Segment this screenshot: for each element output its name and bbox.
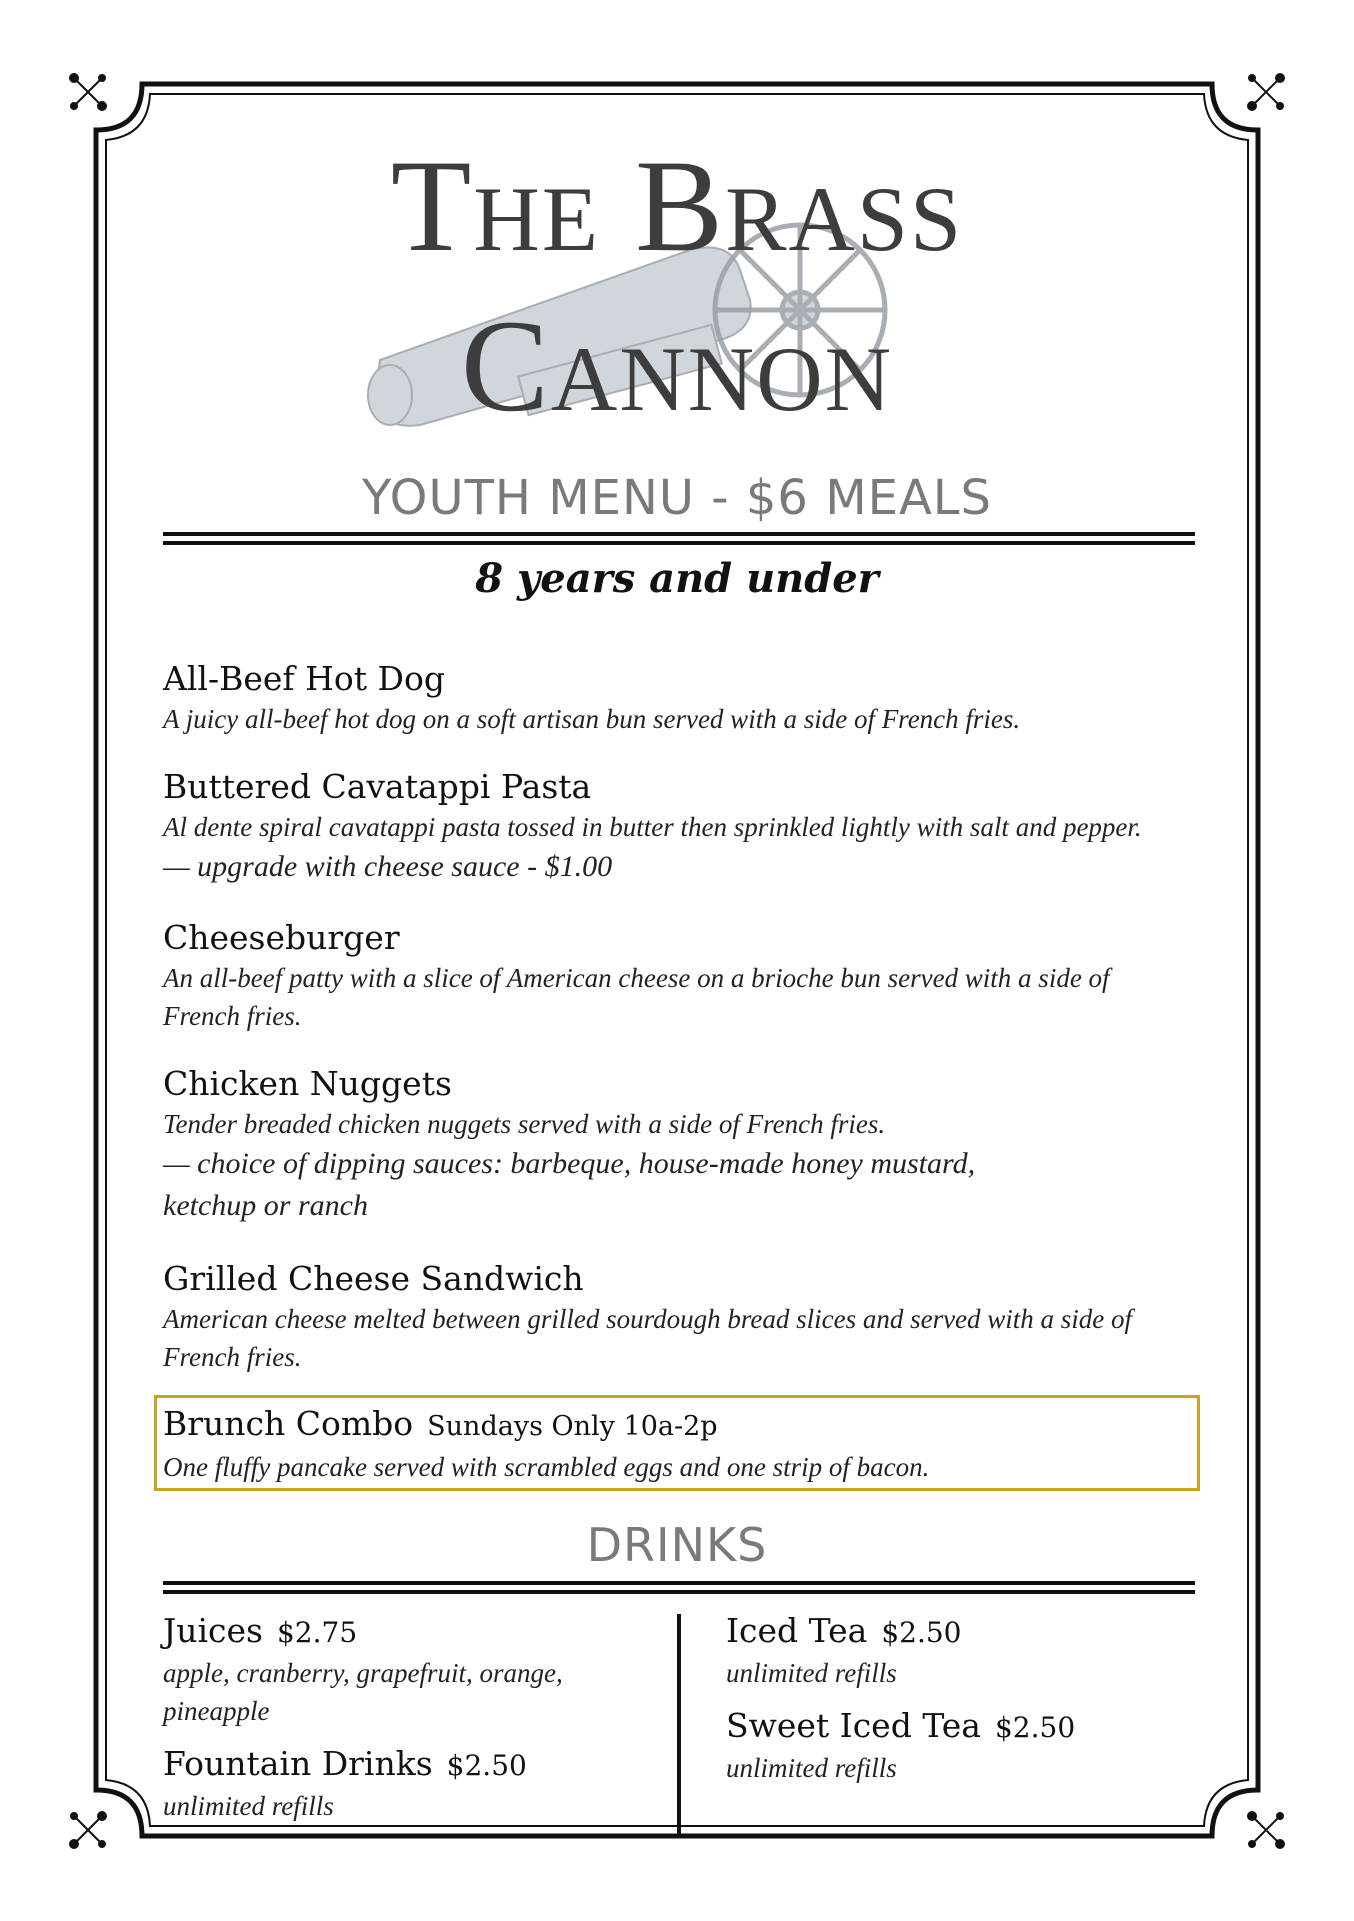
item-description: One fluffy pancake served with scrambled eggs and one strip of bacon. <box>163 1452 930 1482</box>
item-description: A juicy all-beef hot dog on a soft artisan bun served with a side of French fries. <box>163 704 1021 734</box>
restaurant-title-line2: Cannon <box>460 292 894 439</box>
age-note: 8 years and under <box>475 555 879 602</box>
drink-price: $2.50 <box>994 1711 1076 1744</box>
drink-price: $2.50 <box>446 1749 527 1782</box>
section-divider <box>163 532 1195 536</box>
item-name: Chicken Nuggets <box>163 1064 452 1103</box>
drink-description: unlimited refills <box>163 1791 334 1821</box>
drink-price: $2.75 <box>276 1616 358 1649</box>
drink-item <box>726 1610 1186 1692</box>
combo-availability: Sundays Only 10a-2p <box>427 1411 718 1442</box>
menu-item <box>163 766 1193 888</box>
drink-name: Juices <box>163 1611 263 1650</box>
item-name: Cheeseburger <box>163 918 400 957</box>
drink-item <box>163 1610 653 1730</box>
drink-item <box>163 1743 653 1825</box>
menu-item <box>163 917 1163 1035</box>
item-description: Al dente spiral cavatappi pasta tossed in butter then sprinkled lightly with salt and pepper. <box>163 812 1142 842</box>
item-name: Grilled Cheese Sandwich <box>163 1259 584 1298</box>
drink-item <box>726 1705 1186 1787</box>
youth-menu-heading: YOUTH MENU - $6 MEALS <box>361 470 993 526</box>
item-name: Brunch Combo <box>163 1404 414 1443</box>
drinks-heading: DRINKS <box>586 1518 768 1572</box>
drink-name: Iced Tea <box>726 1611 868 1650</box>
drink-price: $2.50 <box>881 1616 962 1649</box>
menu-item <box>163 1063 1023 1227</box>
section-divider <box>163 1581 1195 1585</box>
drink-description: apple, cranberry, grapefruit, orange, pineapple <box>163 1658 563 1726</box>
drink-name: Fountain Drinks <box>163 1744 433 1783</box>
drink-name: Sweet Iced Tea <box>726 1706 981 1745</box>
restaurant-title-line1: The Brass <box>390 132 964 279</box>
menu-item <box>163 658 1193 738</box>
item-description: American cheese melted between grilled sourdough bread slices and served with a side of French fries. <box>163 1304 1133 1372</box>
drink-description: unlimited refills <box>726 1658 897 1688</box>
menu-item <box>163 1258 1163 1376</box>
item-description: Tender breaded chicken nuggets served with a side of French fries. <box>163 1109 886 1139</box>
column-divider <box>677 1614 681 1834</box>
brunch-combo-item <box>163 1403 1193 1486</box>
item-sauce-note: — choice of dipping sauces: barbeque, house-made honey mustard, ketchup or ranch <box>163 1147 976 1222</box>
item-description: An all-beef patty with a slice of American cheese on a brioche bun served with a side of French fries. <box>163 963 1110 1031</box>
drink-description: unlimited refills <box>726 1753 897 1783</box>
item-upgrade-note: — upgrade with cheese sauce - $1.00 <box>163 850 613 883</box>
item-name: All-Beef Hot Dog <box>163 659 445 698</box>
item-name: Buttered Cavatappi Pasta <box>163 767 592 806</box>
